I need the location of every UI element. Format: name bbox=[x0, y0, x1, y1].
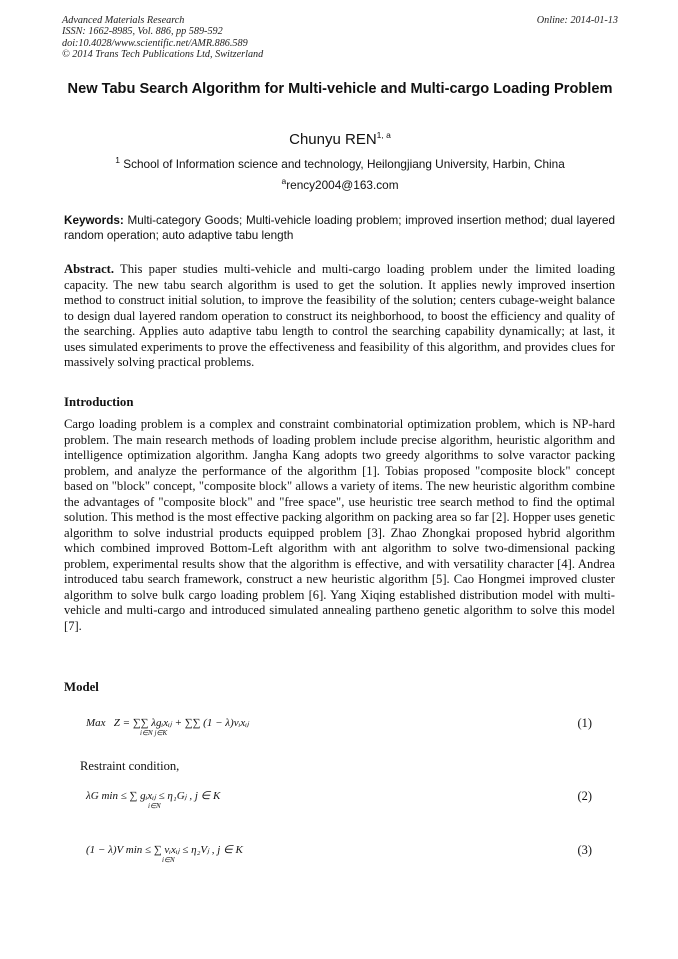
equation-2-lhs: λG min bbox=[86, 790, 118, 802]
journal-name: Advanced Materials Research bbox=[62, 15, 185, 26]
equation-3-lhs: (1 − λ)V min bbox=[86, 844, 143, 856]
equation-3-body: ≤ ∑ vᵢxᵢⱼ ≤ η₂Vⱼ , j ∈ K bbox=[145, 844, 243, 856]
equation-3 bbox=[86, 843, 616, 871]
model-heading: Model bbox=[64, 680, 99, 694]
online-date: Online: 2014-01-13 bbox=[536, 15, 618, 26]
email-text: rency2004@163.com bbox=[286, 177, 399, 192]
keywords-label: Keywords: bbox=[64, 214, 124, 227]
affiliation-sup: 1 bbox=[115, 155, 120, 165]
author bbox=[62, 130, 618, 148]
abstract bbox=[64, 262, 615, 371]
equation-2-sub: i∈N bbox=[148, 802, 161, 810]
affiliation bbox=[62, 155, 618, 171]
author-name: Chunyu REN bbox=[289, 131, 377, 148]
equation-1 bbox=[86, 716, 616, 744]
email-sup: a bbox=[281, 176, 287, 186]
equation-1-number: (1) bbox=[577, 716, 592, 730]
equation-2 bbox=[86, 789, 616, 817]
keywords-text: Multi-category Goods; Multi-vehicle loading problem; improved insertion method; dual layered random operation; auto adaptive tabu length bbox=[64, 214, 615, 243]
restraint-text: Restraint condition, bbox=[80, 759, 180, 773]
equation-2-number: (2) bbox=[577, 789, 592, 803]
equation-3-sub: i∈N bbox=[162, 856, 175, 864]
introduction-heading: Introduction bbox=[64, 395, 134, 409]
equation-2-body: ≤ ∑ gᵢxᵢⱼ ≤ η₁Gⱼ , j ∈ K bbox=[120, 790, 221, 802]
affiliation-text: School of Information science and technology, Heilongjiang University, Harbin, China bbox=[123, 156, 565, 171]
journal-issn: ISSN: 1662-8985, Vol. 886, pp 589-592 bbox=[62, 26, 223, 38]
journal-copyright: © 2014 Trans Tech Publications Ltd, Switzerland bbox=[62, 49, 264, 61]
keywords bbox=[64, 213, 615, 244]
equation-3-number: (3) bbox=[577, 843, 592, 857]
equation-1-lhs: Max bbox=[86, 717, 106, 729]
journal-doi: doi:10.4028/www.scientific.net/AMR.886.589 bbox=[62, 37, 248, 49]
author-sup: 1, a bbox=[376, 130, 391, 140]
journal-header bbox=[62, 15, 618, 61]
equation-1-sub: i∈N j∈K bbox=[140, 729, 168, 737]
equation-1-body: Z = ∑∑ λgᵢxᵢⱼ + ∑∑ (1 − λ)vᵢxᵢⱼ bbox=[113, 717, 249, 729]
abstract-label: Abstract. bbox=[64, 262, 115, 276]
paper-title: New Tabu Search Algorithm for Multi-vehicle and Multi-cargo Loading Problem bbox=[67, 81, 613, 97]
introduction-body: Cargo loading problem is a complex and constraint combinatorial optimization problem, which is NP-hard problem. The main research methods of loading problem include precise algorithm, heuristic algorithm and intelligence optimization algorithm. Jangha Kang adopts two greedy algorithms to solve varactor packing problem, and analyze the performance of the algorithm [1]. Tobias proposed "composite block" concept based on "block" concept, "composite block" allows a variety of items. The new heuristic algorithm combine the advantages of "composite block" and "free space", use heuristic tree search method to find the optimal solution. This method is the most effective packing algorithm on packing area so far [2]. Hopper uses genetic algorithm to solve industrial products equipped problem [3]. Zhao Zhongkai proposed hybrid algorithm which combined improved Bottom-Left algorithm with ant algorithm to solve two-dimensional packing problem, experimental results show that the algorithm is effective, and with versatility character [4]. Andrea introduced tabu search framework, construct a new heuristic algorithm [5]. Cao Hongmei improved cluster algorithm to solve bulk cargo loading problem [6]. Yang Xiqing established distribution model with multi-vehicle and multi-cargo and introduced simulated annealing partheno genetic algorithm to solve this model [7]. bbox=[64, 417, 615, 633]
abstract-text: This paper studies multi-vehicle and multi-cargo loading problem under the limited loading capacity. The new tabu search algorithm is used to get the solution. It applies newly improved insertion method to construct initial solution, to improve the feasibility of the solution; centers cubage-weight balance to design dual layered random operation to construct its neighborhood, to boost the efficiency and quality of the searching. Applies auto adaptive tabu length to control the searching capability dynamically; at last, it uses simulated experiments to prove the effectiveness and feasibility of this algorithm, and provides clues for massively solving practical problems. bbox=[64, 262, 615, 369]
author-email bbox=[62, 176, 618, 192]
